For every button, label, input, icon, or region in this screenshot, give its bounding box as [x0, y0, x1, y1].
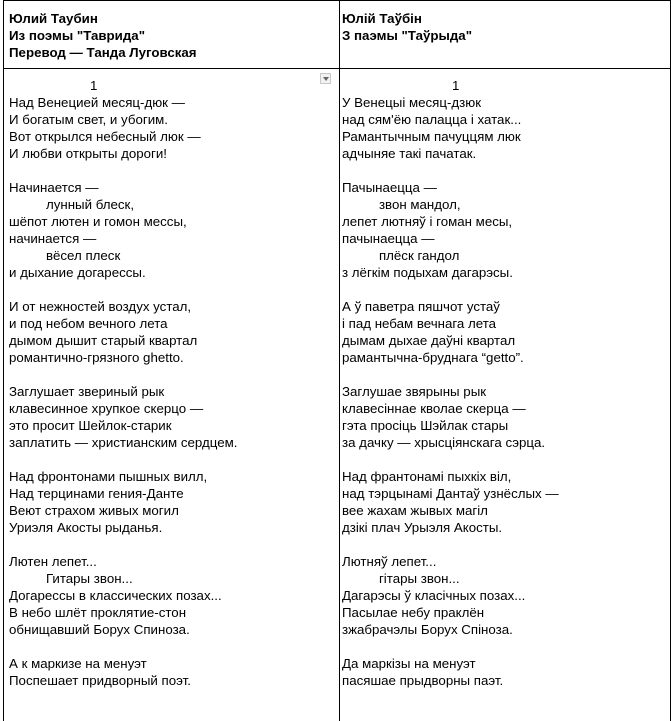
poem-line: з лёгкім подыхам дагарэсы.	[342, 265, 513, 280]
poem-line: А к маркизе на менуэт	[9, 656, 147, 671]
poem-line	[9, 451, 237, 468]
poem-line: В небо шлёт проклятие-стон	[9, 605, 187, 620]
poem-line: лепет лютняў і гоман месы,	[342, 214, 513, 229]
poem-line: Начинается —	[9, 180, 99, 195]
poem-line: И любви открыты дороги!	[9, 146, 168, 161]
poem-line: рамантычна-бруднага “getto”.	[342, 350, 524, 365]
poem-line: Над фронтонами пышных вилл,	[9, 469, 208, 484]
poem-line: У Венецыі месяц-дзюк	[342, 95, 482, 110]
poem-line: дымом дышит старый квартал	[9, 333, 198, 348]
poem-line: И от нежностей воздух устал,	[9, 299, 192, 314]
poem-line: пасяшае прыдворны паэт.	[342, 673, 504, 688]
poem-line	[9, 162, 237, 179]
poem-line: Лютняў лепет...	[342, 554, 437, 569]
poem-line	[342, 366, 559, 383]
poem-line: звон мандол,	[342, 197, 461, 212]
poem-line: Дагарэсы ў класічных позах...	[342, 588, 526, 603]
poem-line: Уриэля Акосты рыданья.	[9, 520, 163, 535]
poem-line: Лютен лепет...	[9, 554, 97, 569]
poem-line	[9, 281, 237, 298]
poem-line: адчыняе такі пачатак.	[342, 146, 477, 161]
poem-line: вёсел плеск	[9, 248, 121, 263]
poem-line: над тэрцынамі Дантаў узнёслых —	[342, 486, 559, 501]
header-line: Из поэмы "Таврида"	[9, 28, 145, 43]
poem-line	[342, 281, 559, 298]
stanza-number: 1	[452, 78, 460, 93]
belarusian-header-cell[interactable]	[342, 10, 472, 44]
poem-line: Над Венецией месяц-дюк —	[9, 95, 185, 110]
poem-line: начинается —	[9, 231, 97, 246]
poem-line: А ў паветра пяшчот устаў	[342, 299, 500, 314]
poem-line: Веют страхом живых могил	[9, 503, 179, 518]
poem-line	[9, 536, 237, 553]
russian-header-cell[interactable]	[9, 10, 197, 61]
dropdown-arrow-icon[interactable]	[320, 73, 331, 84]
poem-line: Заглушает звериный рык	[9, 384, 165, 399]
poem-line: заплатить — христианским сердцем.	[9, 435, 238, 450]
poem-line	[342, 451, 559, 468]
stanza-number: 1	[90, 78, 98, 93]
header-line: Юлий Таубин	[9, 11, 98, 26]
header-line: Перевод — Танда Луговская	[9, 45, 197, 60]
poem-line	[342, 638, 559, 655]
poem-line: Пасылае небу праклён	[342, 605, 485, 620]
poem-line: романтично-грязного ghetto.	[9, 350, 184, 365]
poem-line: И богатым свет, и убогим.	[9, 112, 168, 127]
poem-line	[342, 536, 559, 553]
column-divider	[339, 1, 340, 721]
poem-line: Да маркізы на менуэт	[342, 656, 476, 671]
poem-line: Вот открылся небесный люк —	[9, 129, 201, 144]
poem-line: обнищавший Борух Спиноза.	[9, 622, 190, 637]
poem-line: лунный блеск,	[9, 197, 135, 212]
poem-line	[9, 638, 237, 655]
poem-line	[342, 162, 559, 179]
poem-line: дымам дыхае даўні квартал	[342, 333, 516, 348]
russian-poem-cell[interactable]	[9, 77, 237, 689]
poem-line: Над франтонамі пыхкіх віл,	[342, 469, 512, 484]
poem-line	[9, 366, 237, 383]
poem-line: за дачку — хрысціянскага сэрца.	[342, 435, 546, 450]
poem-line: Над терцинами гения-Данте	[9, 486, 184, 501]
poem-line: клавесинное хрупкое скерцо —	[9, 401, 204, 416]
poem-line: и дыхание догарессы.	[9, 265, 146, 280]
poem-line: Поспешает придворный поэт.	[9, 673, 191, 688]
poem-line: гэта просіць Шэйлак стары	[342, 418, 509, 433]
poem-line: Догарессы в классических позах...	[9, 588, 222, 603]
poem-line: зжабрачэлы Борух Спіноза.	[342, 622, 513, 637]
belarusian-poem-cell[interactable]	[342, 77, 559, 689]
poem-line: и под небом вечного лета	[9, 316, 168, 331]
poem-line: Пачынаецца —	[342, 180, 437, 195]
poem-line: клавесіннае кволае скерца —	[342, 401, 526, 416]
header-line: З паэмы "Таўрыда"	[342, 28, 473, 43]
poem-line: дзікі плач Урыэля Акосты.	[342, 520, 503, 535]
poem-line: Заглушае звярыны рык	[342, 384, 487, 399]
poem-line: вее жахам жывых магіл	[342, 503, 488, 518]
poem-line: плёск гандол	[342, 248, 460, 263]
poem-line: гітары звон...	[342, 571, 460, 586]
poem-line: над сям'ёю палацца і хатак...	[342, 112, 522, 127]
poem-line: і пад небам вечнага лета	[342, 316, 497, 331]
poem-line: Рамантычным пачуццям люк	[342, 129, 521, 144]
row-divider	[4, 68, 670, 69]
poem-line: Гитары звон...	[9, 571, 133, 586]
poem-line: пачынаецца —	[342, 231, 435, 246]
poem-line: это просит Шейлок-старик	[9, 418, 172, 433]
header-line: Юлій Таўбін	[342, 11, 422, 26]
poem-line: шёпот лютен и гомон мессы,	[9, 214, 187, 229]
